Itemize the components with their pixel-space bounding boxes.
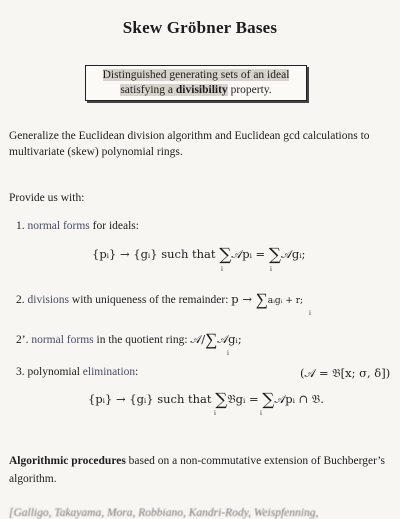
item-2prime-rest: in the quotient ring:	[93, 334, 191, 346]
sum-index-6: i	[260, 409, 262, 417]
algorithmic-paragraph	[9, 452, 389, 488]
sum-index-5: i	[214, 409, 216, 417]
item-2prime-label: normal forms	[31, 334, 94, 346]
item-2	[16, 290, 303, 310]
algorithmic-rest: based on a non-commutative extension of Buchberger’s algorithm.	[9, 455, 386, 485]
item-2prime-number: 2’.	[16, 334, 29, 346]
algorithmic-bold: Algorithmic procedures	[9, 455, 126, 467]
eq1-left: {pᵢ} → {gᵢ} such that	[92, 247, 220, 261]
item-1-rest: for ideals:	[89, 220, 139, 232]
item-3-label: polynomial	[27, 366, 83, 378]
item-2-number: 2.	[16, 294, 25, 306]
eq3-left: 𝒜/	[190, 332, 206, 346]
sum-symbol-3: ∑	[255, 290, 268, 309]
item-3-number: 3.	[16, 366, 25, 378]
definition-text-2b: divisibility	[175, 84, 228, 96]
ring-definition: (𝒜 = 𝔅[x; σ, δ])	[300, 366, 391, 380]
sum-symbol-5: ∑	[215, 390, 228, 410]
sum-symbol-4: ∑	[205, 330, 218, 349]
item-2-rest: with uniqueness of the remainder:	[69, 294, 232, 306]
provide-heading: Provide us with:	[9, 192, 85, 204]
definition-text-1: Distinguished generating sets of an ideal	[102, 69, 290, 81]
item-2prime	[16, 330, 242, 350]
definition-line-2	[86, 83, 306, 98]
item-3-rest: :	[135, 366, 139, 378]
sum-symbol-2: ∑	[268, 245, 281, 265]
authors-cutoff: [Galligo, Takayama, Mora, Robbiano, Kandri-Rody, Weispfenning,	[9, 507, 319, 519]
slide-title: Skew Gröbner Bases	[122, 18, 278, 37]
eq4-mid: 𝔅gᵢ =	[227, 392, 263, 406]
sum-symbol-6: ∑	[262, 390, 275, 410]
item-1-label: normal forms	[27, 220, 90, 232]
equation-4	[88, 390, 324, 410]
item-1-number: 1.	[16, 220, 25, 232]
item-1	[16, 220, 139, 232]
definition-box	[85, 65, 307, 101]
item-3	[16, 366, 138, 378]
definition-line-1	[86, 68, 306, 83]
definition-text-2c: property.	[227, 84, 272, 96]
item-3-label-2: elimination	[82, 366, 136, 378]
eq2-right: aᵢgᵢ + r;	[267, 296, 304, 306]
intro-paragraph: Generalize the Euclidean division algorithm and Euclidean gcd calculations to multivariate (skew) polynomial rings.	[9, 130, 370, 158]
eq1-end: 𝒜gᵢ;	[281, 247, 306, 261]
eq2-left: p →	[231, 292, 256, 306]
equation-1	[92, 245, 305, 265]
sum-index-3: i	[309, 309, 311, 317]
definition-text-2a: satisfying a	[120, 84, 176, 96]
item-2-label: divisions	[27, 294, 70, 306]
eq1-right: 𝒜pᵢ =	[231, 247, 269, 261]
eq3-right: 𝒜gᵢ;	[217, 332, 242, 346]
sum-index-2: i	[270, 265, 272, 273]
sum-index-1: i	[221, 265, 223, 273]
sum-index-4: i	[227, 349, 229, 357]
eq4-right: 𝒜pᵢ ∩ 𝔅.	[274, 392, 324, 406]
eq4-left: {pᵢ} → {gᵢ} such that	[88, 392, 216, 406]
sum-symbol-1: ∑	[219, 245, 232, 265]
